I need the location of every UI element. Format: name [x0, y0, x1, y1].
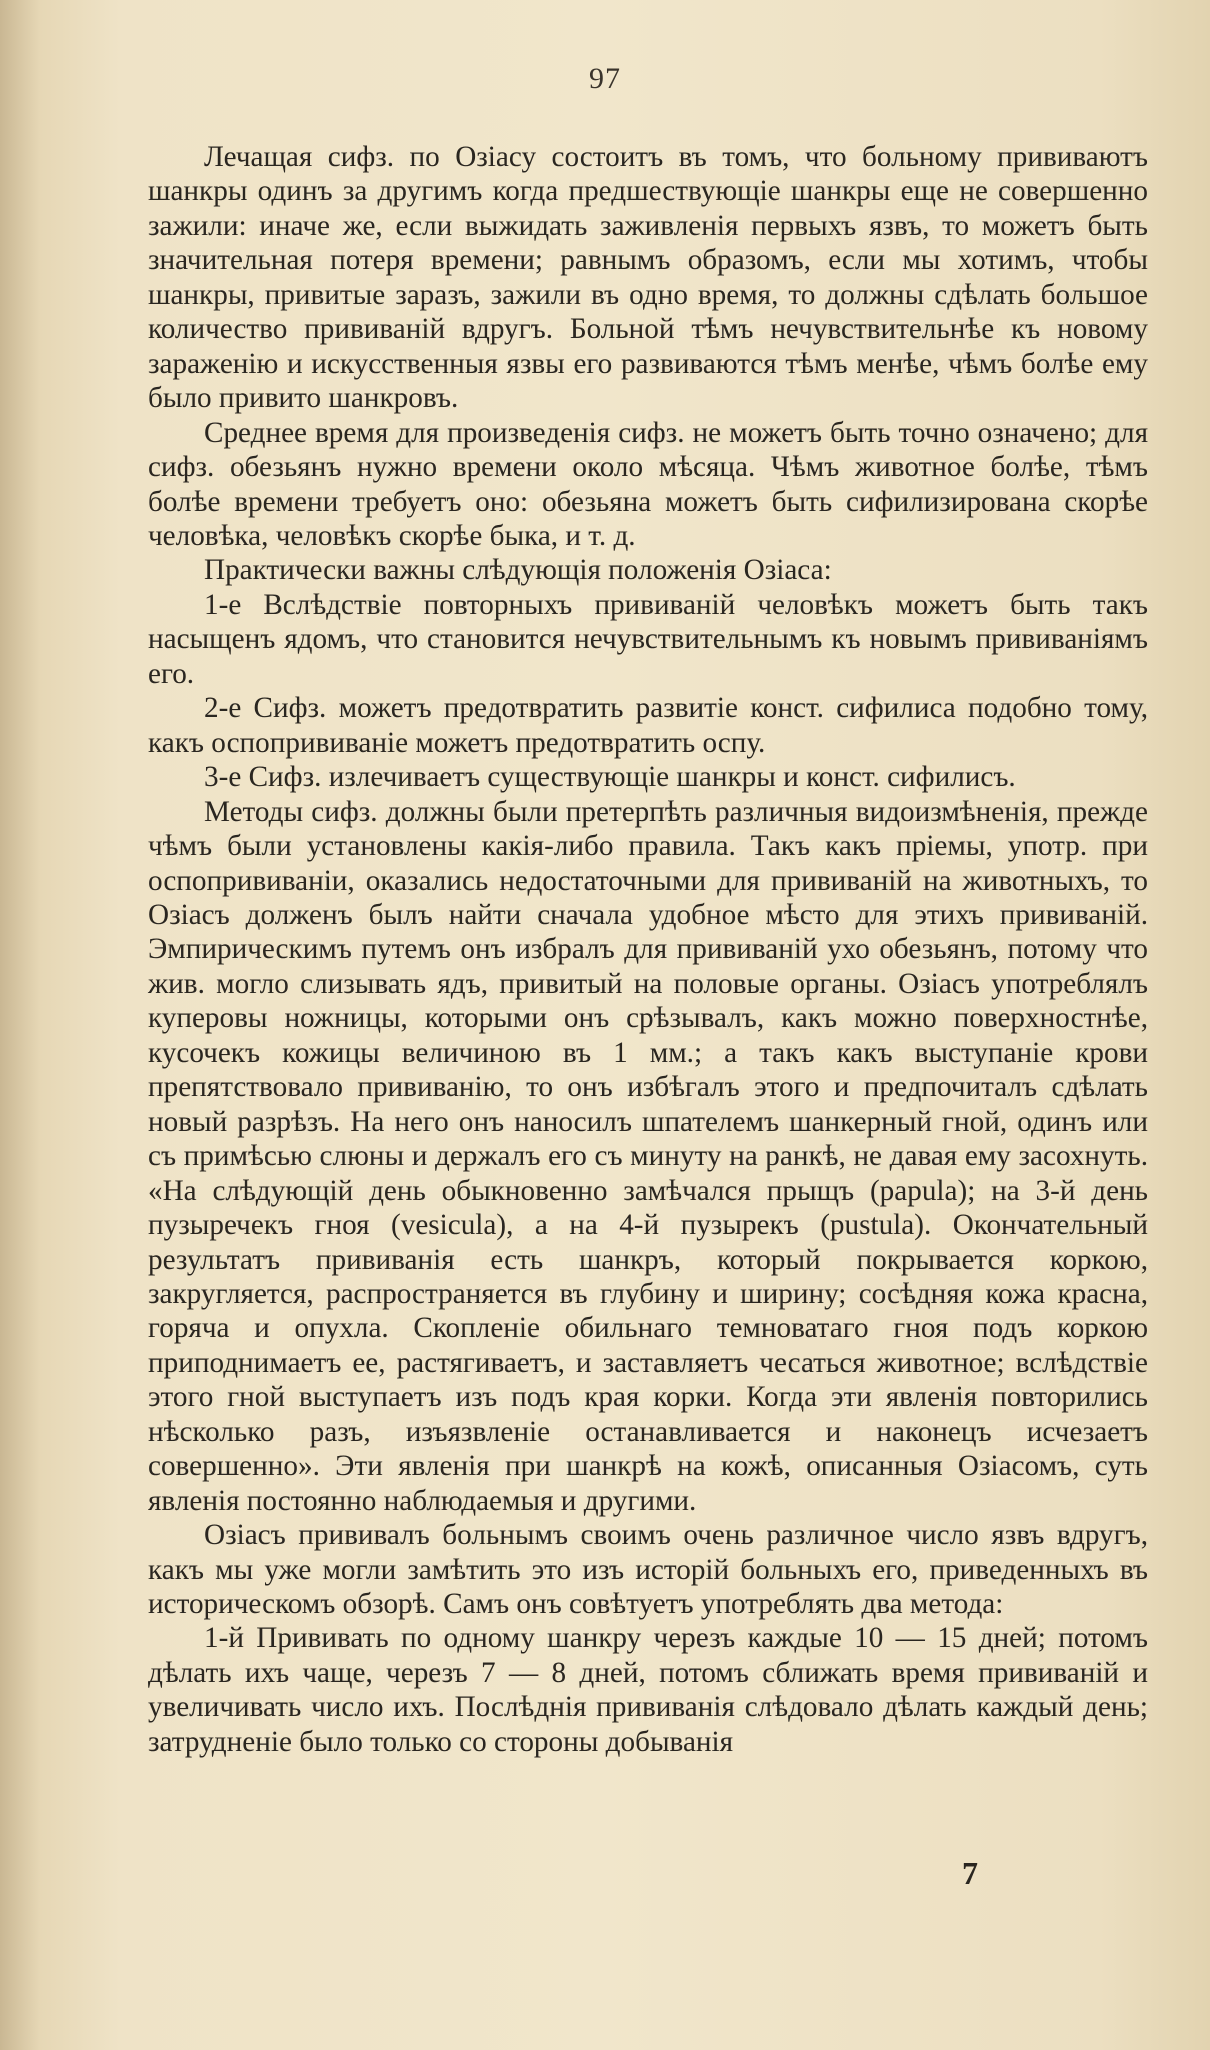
paragraph: 2-е Сифз. можетъ предотвратить развитіе конст. сифилиса подобно тому, какъ оспопрививаніе можетъ предотвратить оспу.: [148, 692, 1148, 759]
paragraph: Озіасъ прививалъ больнымъ своимъ очень различное число язвъ вдругъ, какъ мы уже могли замѣтить это изъ исторій больныхъ его, приведенныхъ въ историческомъ обзорѣ. Самъ онъ совѣтуетъ употреблять два метода:: [148, 1519, 1148, 1621]
body-text: [148, 140, 1148, 1759]
paragraph: 3-е Сифз. излечиваетъ существующіе шанкры и конст. сифилисъ.: [204, 761, 1016, 794]
paragraph: Лечащая сифз. по Озіасу состоитъ въ томъ, что больному прививаютъ шанкры одинъ за другимъ когда предшествующіе шанкры еще не совершенно зажили: иначе же, если выжидать заживленія первыхъ язвъ, то можетъ быть значительная потеря времени; равнымъ образомъ, если мы хотимъ, чтобы шанкры, привитые заразъ, зажили въ одно время, то должны сдѣлать большое количество прививаній вдругъ. Больной тѣмъ нечувствительнѣе къ новому зараженію и искусственныя язвы его развиваются тѣмъ менѣе, чѣмъ болѣе ему было привито шанкровъ.: [148, 141, 1148, 415]
page-number: 97: [589, 62, 621, 95]
paragraph: Методы сифз. должны были претерпѣть различныя видоизмѣненія, прежде чѣмъ были установлены какія-либо правила. Такъ какъ пріемы, употр. при оспопрививаніи, оказались недостаточными для прививаній на животныхъ, то Озіасъ долженъ былъ найти сначала удобное мѣсто для этихъ прививаній. Эмпирическимъ путемъ онъ избралъ для прививаній ухо обезьянъ, потому что жив. могло слизывать ядъ, привитый на половые органы. Озіасъ употреблялъ куперовы ножницы, которыми онъ срѣзывалъ, какъ можно поверхностнѣе, кусочекъ кожицы величиною въ 1 мм.; а такъ какъ выступаніе крови препятствовало прививанію, то онъ избѣгалъ этого и предпочиталъ сдѣлать новый разрѣзъ. На него онъ наносилъ шпателемъ шанкерный гной, одинъ или съ примѣсью слюны и держалъ его съ минуту на ранкѣ, не давая ему засохнуть. «На слѣдующій день обыкновенно замѣчался прыщъ (papula); на 3-й день пузыречекъ гноя (vesicula), а на 4-й пузырекъ (pustula). Окончательный результатъ прививанія есть шанкръ, который покрывается коркою, закругляется, распространяется въ глубину и ширину; сосѣдняя кожа красна, горяча и опухла. Скопленіе обильнаго темноватаго гноя подъ коркою приподнимаетъ ее, растягиваетъ, и заставляетъ чесаться животное; вслѣдствіе этого гной выступаетъ изъ подъ края корки. Когда эти явленія повторились нѣсколько разъ, изъязвленіе останавливается и наконецъ исчезаетъ совершенно». Эти явленія при шанкрѣ на кожѣ, описанныя Озіасомъ, суть явленія постоянно наблюдаемыя и другими.: [148, 795, 1148, 1517]
paragraph: 1-й Прививать по одному шанкру черезъ каждые 10 — 15 дней; потомъ дѣлать ихъ чаще, черезъ 7 — 8 дней, потомъ сближать время прививаній и увеличивать число ихъ. Послѣднія прививанія слѣдовало дѣлать каждый день; затрудненіе было только со стороны добыванія: [148, 1622, 1148, 1758]
paragraph: 1-е Вслѣдствіе повторныхъ прививаній человѣкъ можетъ быть такъ насыщенъ ядомъ, что становится нечувствительнымъ къ новымъ прививаніямъ его.: [148, 588, 1148, 690]
paragraph: Среднее время для произведенія сифз. не можетъ быть точно означено; для сифз. обезьянъ нужно времени около мѣсяца. Чѣмъ животное болѣе, тѣмъ болѣе времени требуетъ оно: обезьяна можетъ быть сифилизирована скорѣе человѣка, человѣкъ скорѣе быка, и т. д.: [148, 416, 1148, 552]
paragraph: Практически важны слѣдующія положенія Озіаса:: [204, 554, 832, 587]
signature-mark: 7: [962, 1855, 978, 1891]
